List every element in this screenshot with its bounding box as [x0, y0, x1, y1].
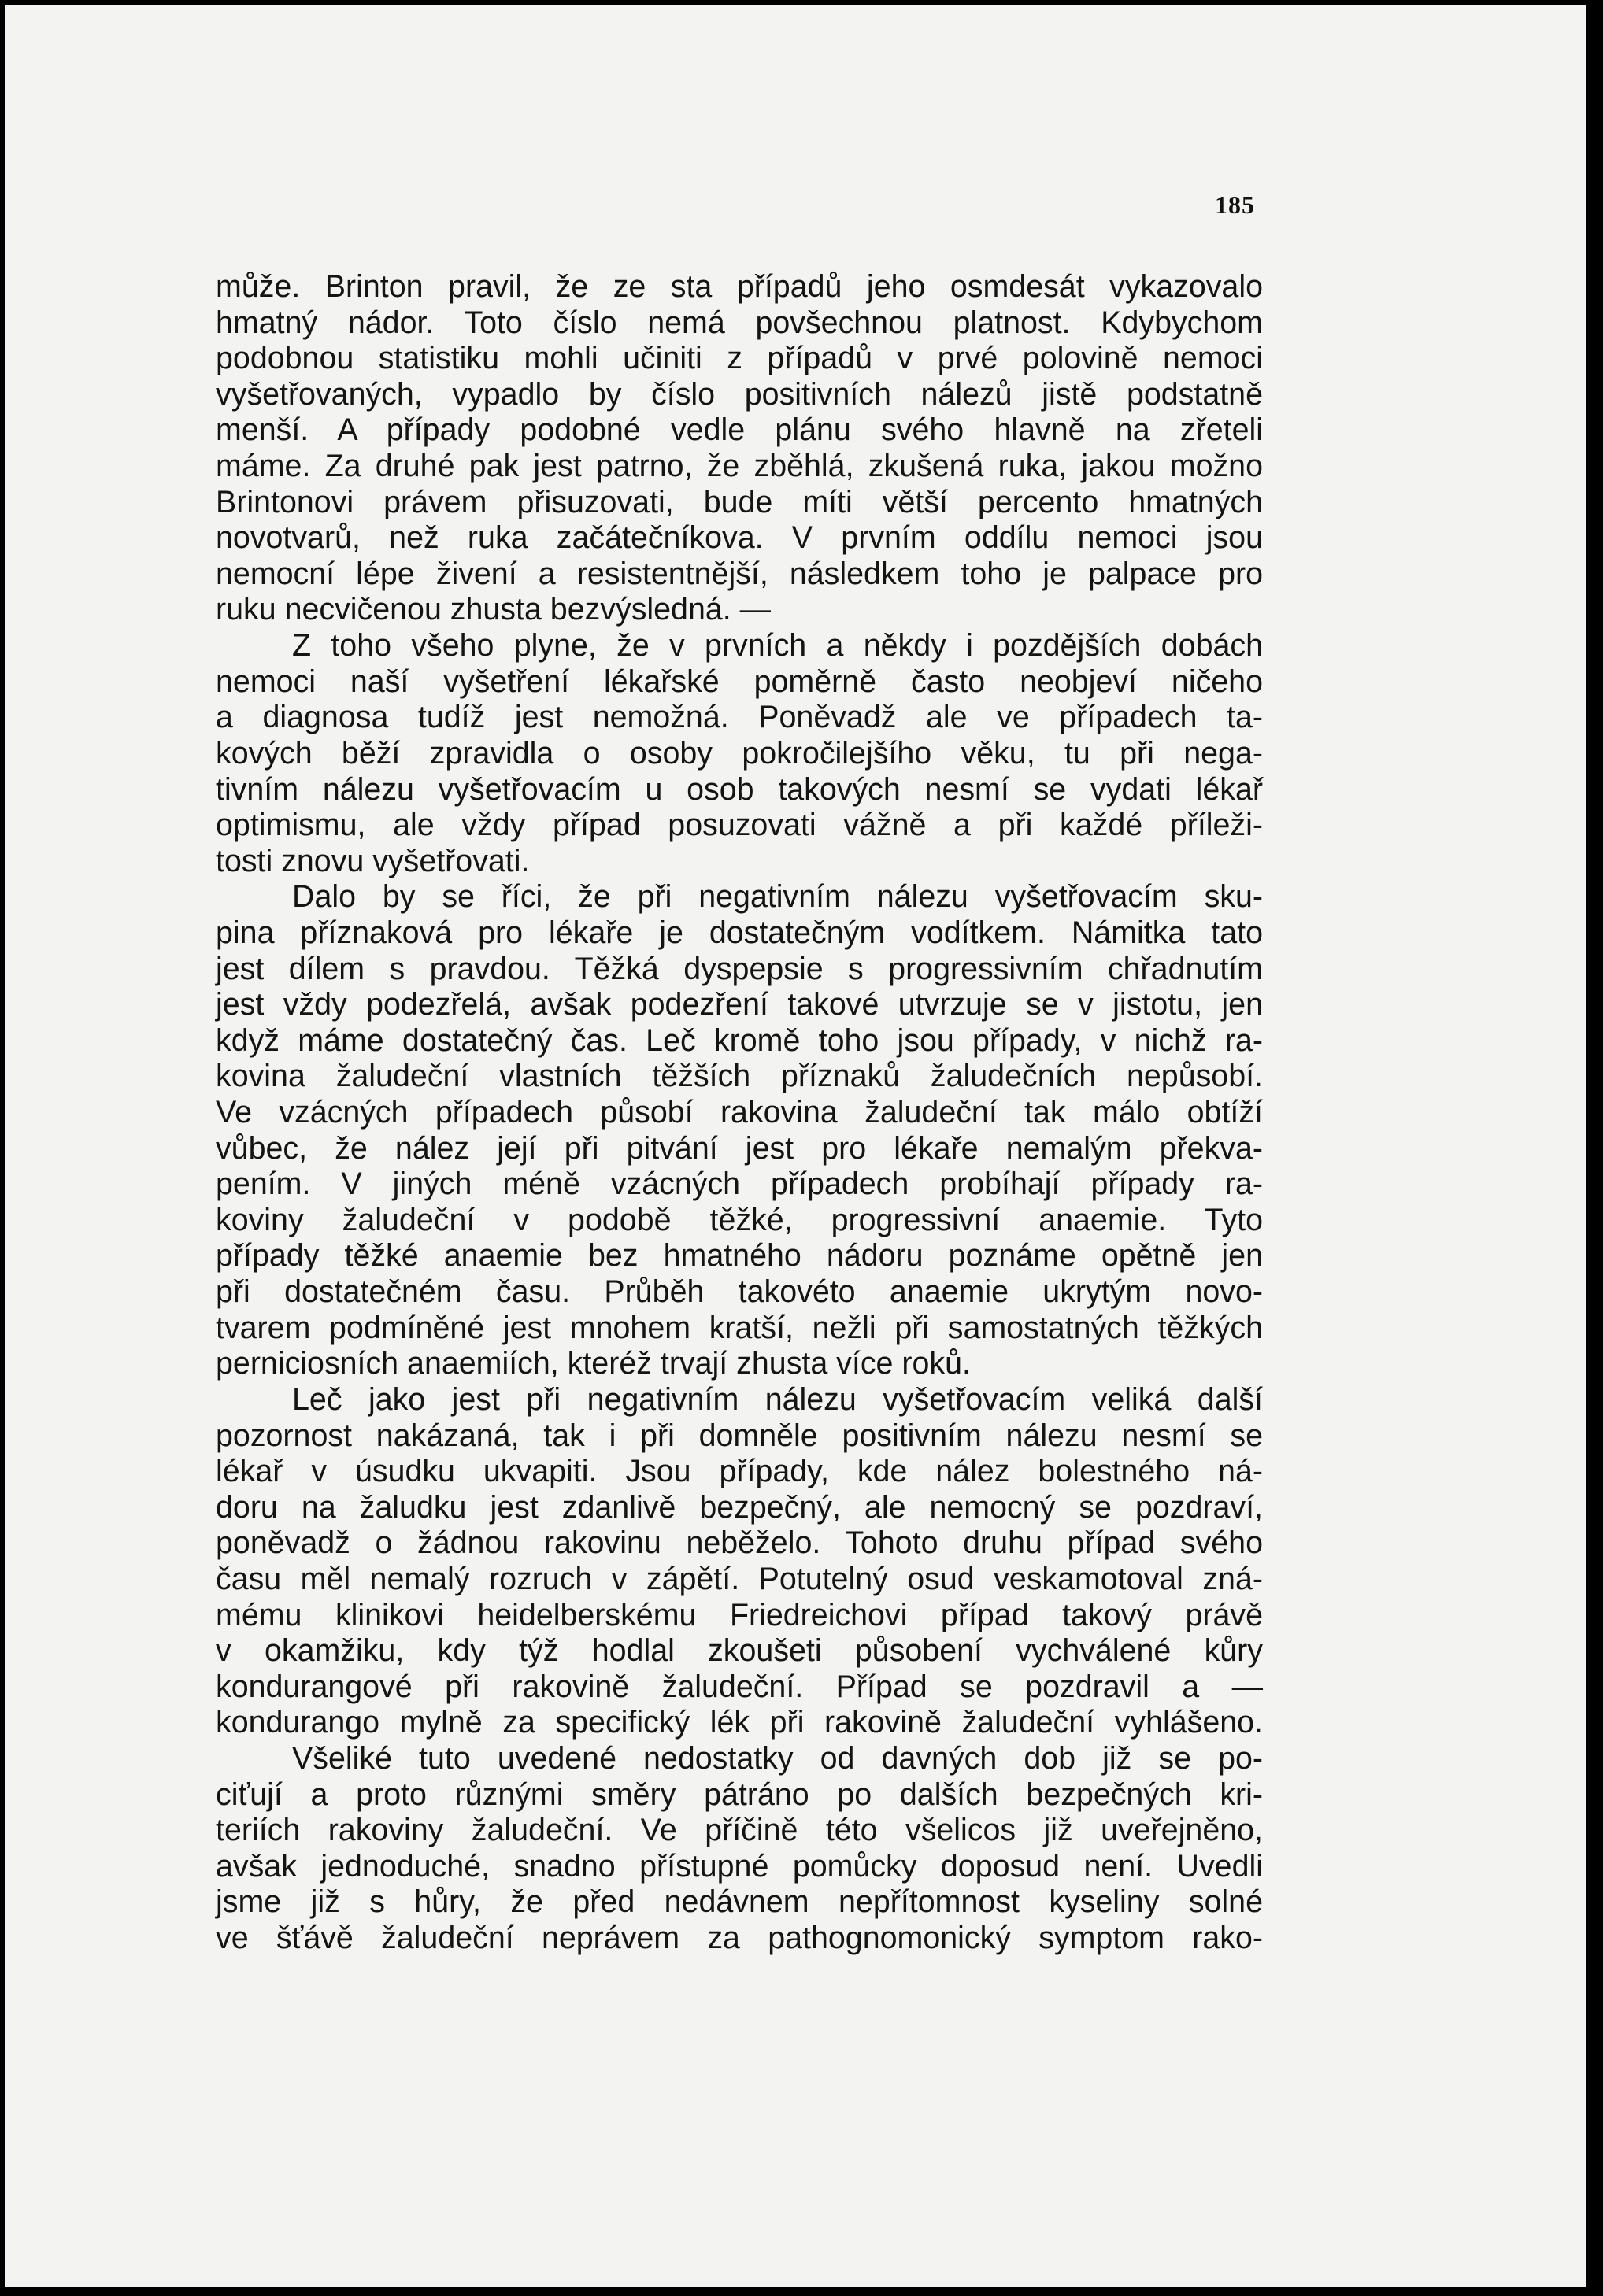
text-line: pina příznaková pro lékaře je dostatečným vodítkem. Námitka tato: [216, 915, 1263, 950]
text-line: podobnou statistiku mohli učiniti z případů v prvé polovině nemoci: [216, 341, 1263, 376]
text-line: kondurango mylně za specifický lék při rakovině žaludeční vyhlášeno.: [216, 1705, 1263, 1740]
text-line: ciťují a proto různými směry pátráno po dalších bezpečných kri-: [216, 1777, 1263, 1812]
text-line: vůbec, že nález její při pitvání jest pro lékaře nemalým překva-: [216, 1130, 1263, 1166]
scan-border: [1586, 0, 1603, 2296]
text-line: tivním nálezu vyšetřovacím u osob takových nesmí se vydati lékař: [216, 771, 1263, 807]
text-line: nemoci naší vyšetření lékařské poměrně často neobjeví ničeho: [216, 664, 1263, 699]
text-line: hmatný nádor. Toto číslo nemá povšechnou platnost. Kdybychom: [216, 305, 1263, 340]
text-line: tosti znovu vyšetřovati.: [216, 843, 530, 878]
text-line: lékař v úsudku ukvapiti. Jsou případy, kde nález bolestného ná-: [216, 1454, 1263, 1489]
text-line: máme. Za druhé pak jest patrno, že zběhlá, zkušená ruka, jakou možno: [216, 449, 1263, 484]
text-line: perniciosních anaemiích, kteréž trvají zhusta více roků.: [216, 1346, 971, 1381]
text-line: ruku necvičenou zhusta bezvýsledná. —: [216, 592, 772, 627]
text-line: a diagnosa tudíž jest nemožná. Poněvadž ale ve případech ta-: [216, 700, 1263, 735]
text-line: doru na žaludku jest zdanlivě bezpečný, ale nemocný se pozdraví,: [216, 1489, 1263, 1525]
text-line: poněvadž o žádnou rakovinu neběželo. Tohoto druhu případ svého: [216, 1525, 1263, 1561]
text-line: pením. V jiných méně vzácných případech probíhají případy ra-: [216, 1166, 1263, 1202]
text-line: vyšetřovaných, vypadlo by číslo positivních nálezů jistě podstatně: [216, 376, 1263, 412]
text-line: koviny žaludeční v podobě těžké, progressivní anaemie. Tyto: [216, 1202, 1263, 1237]
text-line: mému klinikovi heidelberskému Friedreichovi případ takový právě: [216, 1597, 1263, 1632]
text-line: ve šťávě žaludeční neprávem za pathognomonický symptom rako-: [216, 1921, 1263, 1956]
text-line: optimismu, ale vždy případ posuzovati vážně a při každé příleži-: [216, 808, 1263, 843]
text-line: kovina žaludeční vlastních těžších příznaků žaludečních nepůsobí.: [216, 1059, 1263, 1094]
text-line: menší. A případy podobné vedle plánu svého hlavně na zřeteli: [216, 412, 1263, 448]
text-line: Dalo by se říci, že při negativním nálezu vyšetřovacím sku-: [292, 879, 1263, 915]
text-line: Všeliké tuto uvedené nedostatky od davných dob již se po-: [292, 1740, 1263, 1776]
book-page: [5, 5, 1586, 2287]
text-line: v okamžiku, kdy týž hodlal zkoušeti působení vychválené kůry: [216, 1633, 1263, 1669]
text-line: času měl nemalý rozruch v zápětí. Potutelný osud veskamotoval zná-: [216, 1561, 1263, 1596]
text-line: tvarem podmíněné jest mnohem kratší, nežli při samostatných těžkých: [216, 1310, 1263, 1345]
text-line: jest vždy podezřelá, avšak podezření takové utvrzuje se v jistotu, jen: [216, 987, 1263, 1022]
text-line: kondurangové při rakovině žaludeční. Případ se pozdravil a —: [216, 1669, 1263, 1704]
text-line: při dostatečném času. Průběh takovéto anaemie ukrytým novo-: [216, 1274, 1263, 1310]
text-line: jest dílem s pravdou. Těžká dyspepsie s progressivním chřadnutím: [216, 951, 1263, 986]
text-line: Leč jako jest při negativním nálezu vyšetřovacím veliká další: [292, 1381, 1263, 1417]
page-number: 185: [1215, 190, 1255, 219]
text-line: Z toho všeho plyne, že v prvních a někdy i pozdějších dobách: [292, 628, 1263, 664]
text-line: teriích rakoviny žaludeční. Ve příčině této všelicos již uveřejněno,: [216, 1813, 1263, 1848]
text-line: případy těžké anaemie bez hmatného nádoru poznáme opětně jen: [216, 1238, 1263, 1274]
text-line: jsme již s hůry, že před nedávnem nepřítomnost kyseliny solné: [216, 1884, 1263, 1920]
text-line: kových běží zpravidla o osoby pokročilejšího věku, tu při nega-: [216, 735, 1263, 771]
text-line: když máme dostatečný čas. Leč kromě toho jsou případy, v nichž ra-: [216, 1022, 1263, 1058]
text-line: Ve vzácných případech působí rakovina žaludeční tak málo obtíží: [216, 1095, 1263, 1130]
text-line: nemocní lépe živení a resistentnější, následkem toho je palpace pro: [216, 556, 1263, 591]
text-line: avšak jednoduché, snadno přístupné pomůcky doposud není. Uvedli: [216, 1848, 1263, 1884]
text-line: pozornost nakázaná, tak i při domněle positivním nálezu nesmí se: [216, 1418, 1263, 1453]
text-line: může. Brinton pravil, že ze sta případů jeho osmdesát vykazovalo: [216, 269, 1263, 304]
text-line: Brintonovi právem přisuzovati, bude míti větší percento hmatných: [216, 484, 1263, 519]
body-text: [216, 269, 1263, 1957]
text-line: novotvarů, než ruka začátečníkova. V prvním oddílu nemoci jsou: [216, 520, 1263, 556]
